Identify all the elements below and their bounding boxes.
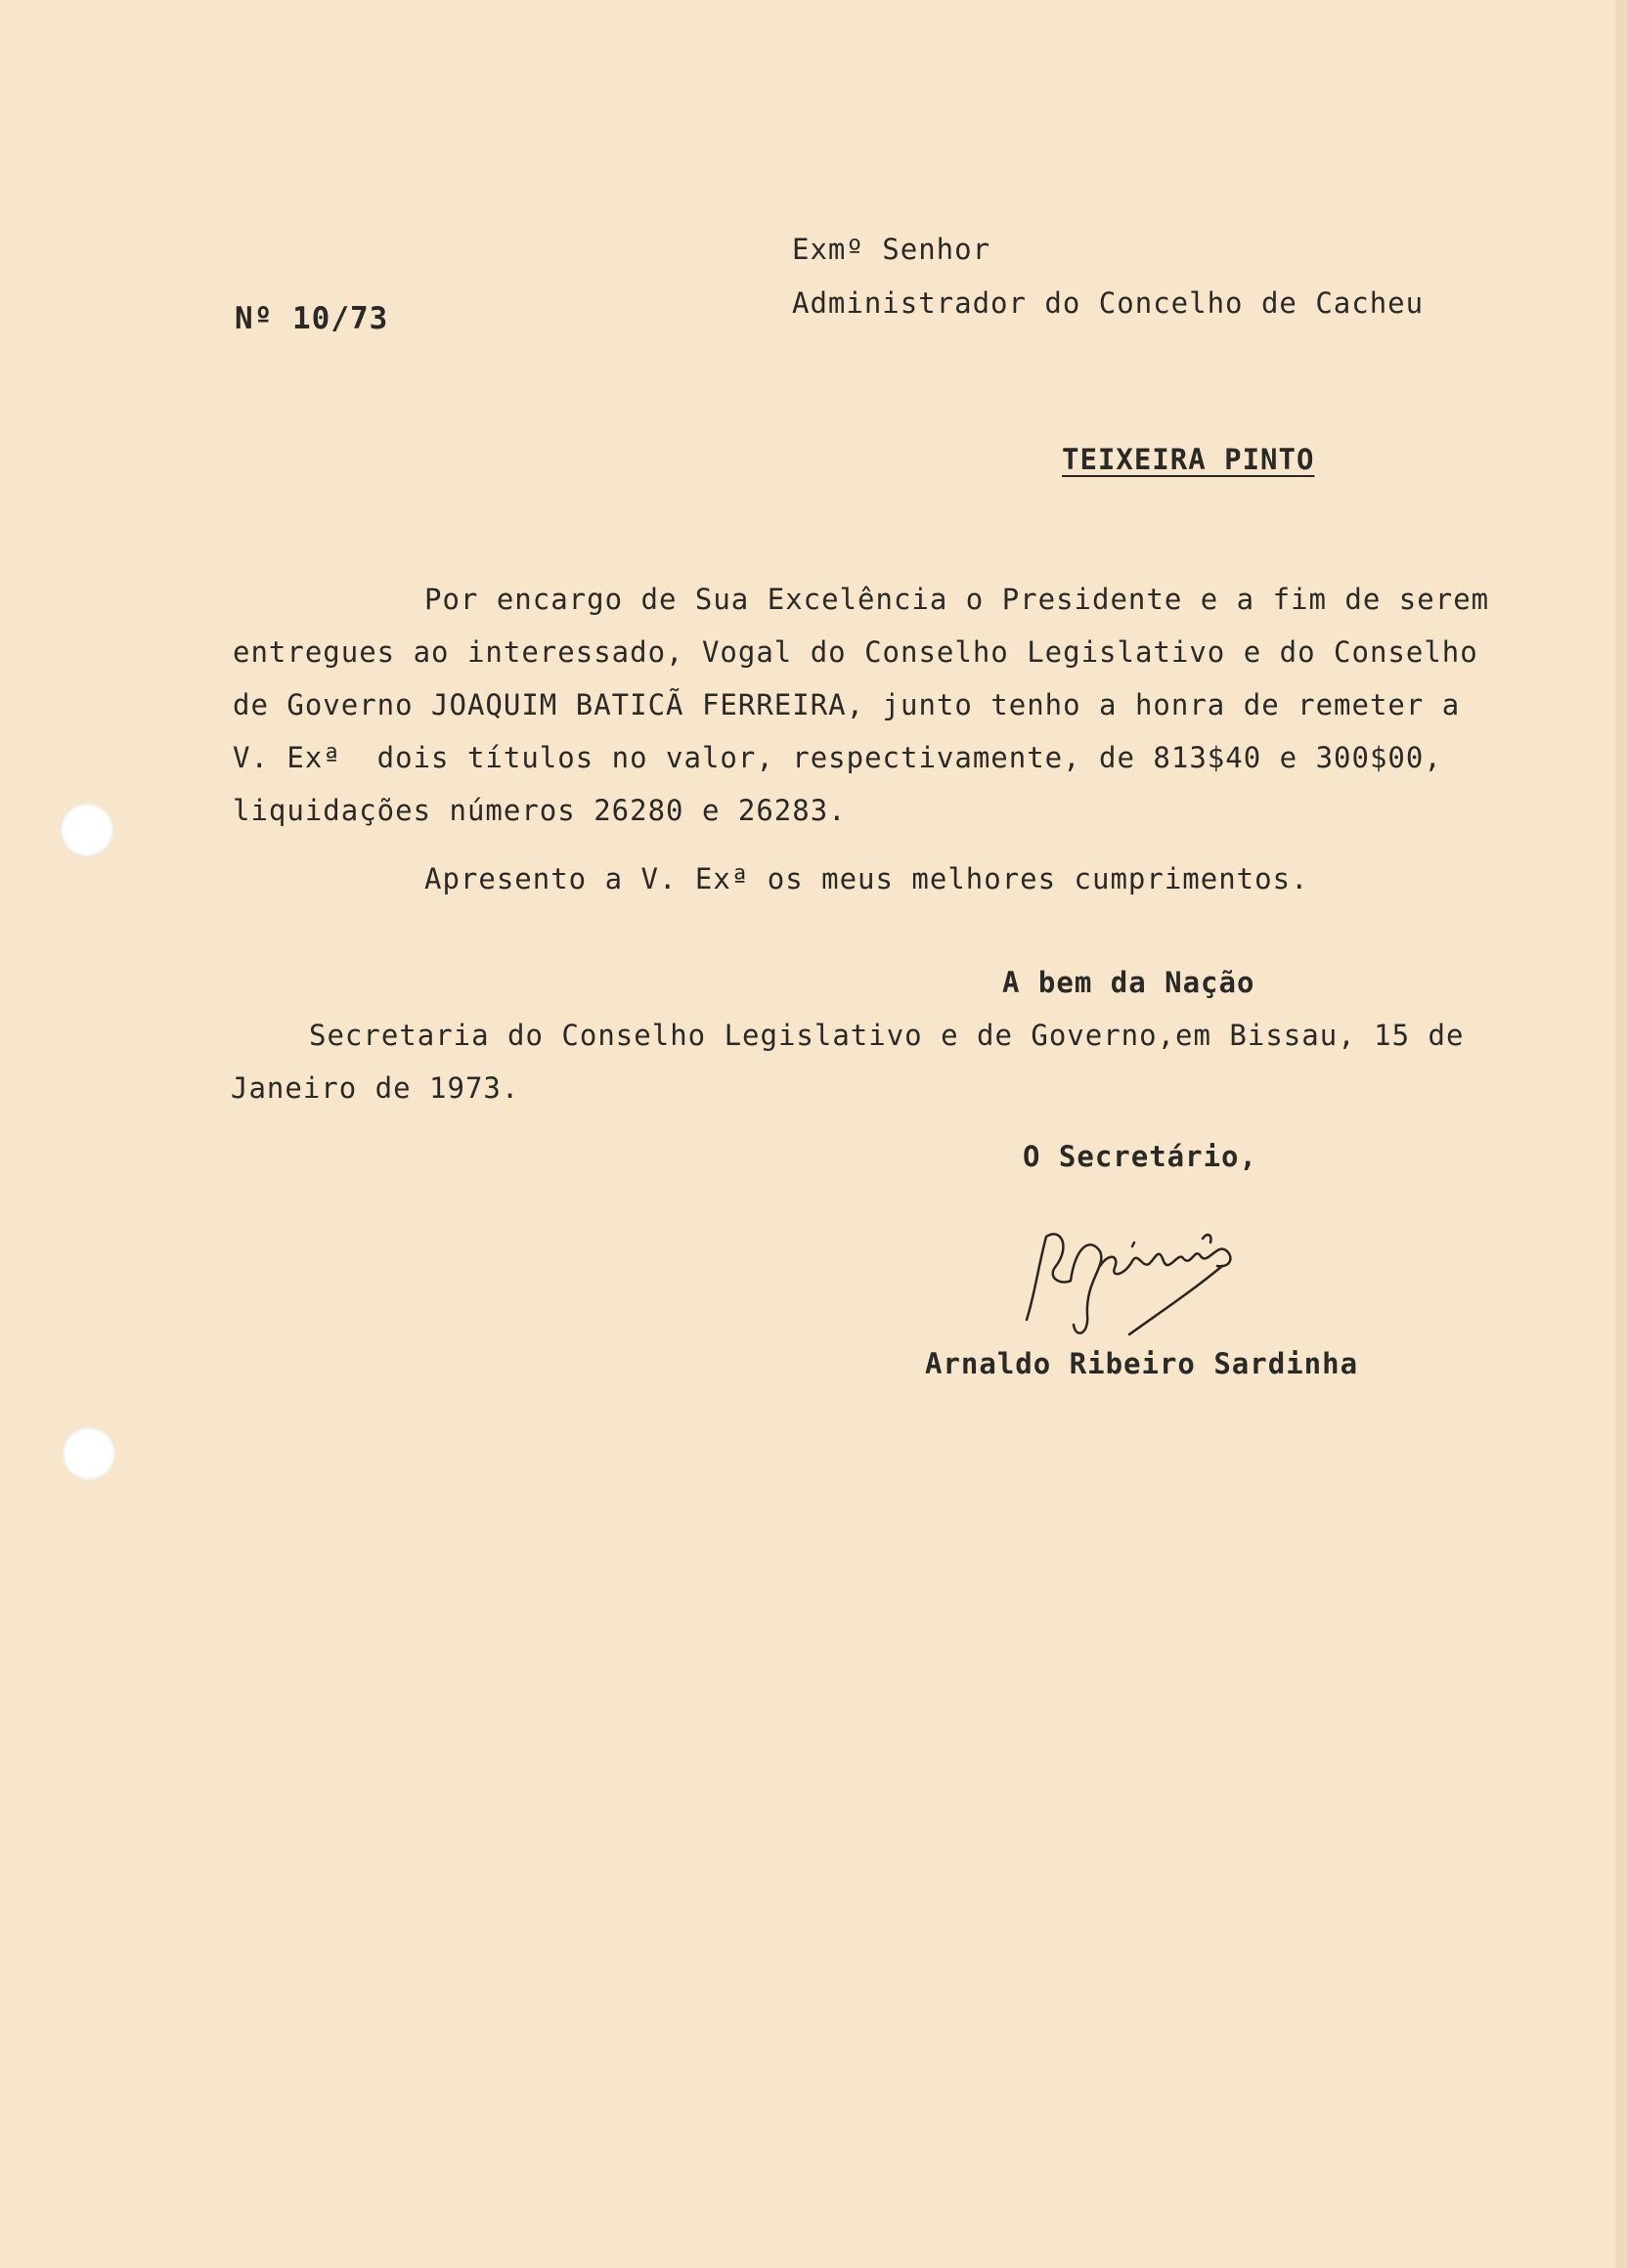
body-line: V. Exª dois títulos no valor, respectivamente, de 813$40 e 300$00,: [233, 741, 1442, 774]
body-line: Por encargo de Sua Excelência o Presidente e a fim de serem: [424, 583, 1490, 616]
punch-hole: [63, 1427, 115, 1480]
body-line: liquidações números 26280 e 26283.: [233, 794, 847, 827]
signer-role: O Secretário,: [1023, 1140, 1257, 1173]
closing: A bem da Nação: [1002, 966, 1255, 999]
salutation: Exmº Senhor: [792, 233, 991, 266]
page-edge: [1615, 0, 1627, 2268]
greeting: Apresento a V. Exª os meus melhores cumprimentos.: [424, 862, 1309, 895]
recipient: Administrador do Concelho de Cacheu: [792, 286, 1425, 320]
place-date: Janeiro de 1973.: [231, 1071, 520, 1105]
body-line: entregues ao interessado, Vogal do Conselho Legislativo e do Conselho: [233, 635, 1478, 669]
body-line: de Governo JOAQUIM BATICÃ FERREIRA, junto tenho a honra de remeter a: [233, 688, 1461, 721]
signer-name: Arnaldo Ribeiro Sardinha: [925, 1347, 1359, 1380]
place-date: Secretaria do Conselho Legislativo e de Governo,em Bissau, 15 de: [309, 1019, 1465, 1052]
reference-number: Nº 10/73: [235, 301, 389, 336]
punch-hole: [61, 804, 113, 856]
handwritten-signature: [1017, 1207, 1261, 1344]
destination: TEIXEIRA PINTO: [1062, 443, 1315, 476]
